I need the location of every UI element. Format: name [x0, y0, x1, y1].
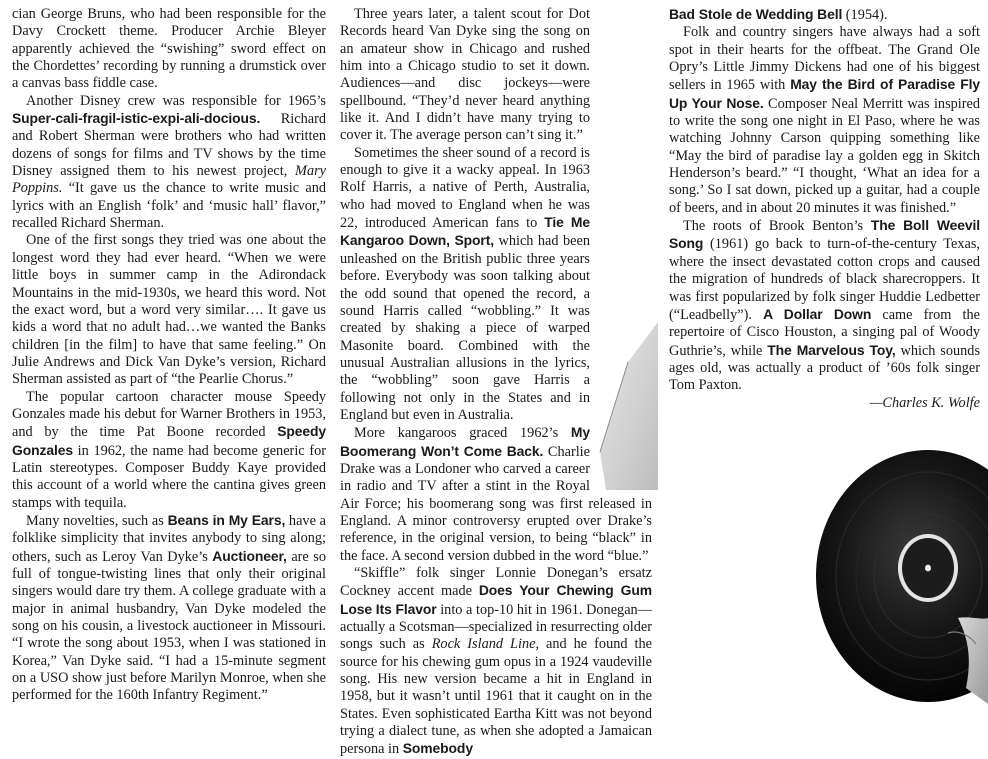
song-title: May the Bird of Paradise Fly Up Your Nose. [669, 76, 980, 111]
paragraph: Three years later, a talent scout for Dot Records heard Van Dyke sing the song on an amateur show in Chicago and rushed him into a Chicago studio to set it down. Audiences—and disc jockeys—were spellbound. “They’d never heard anything like it. And I didn’t have many trying to cover it. The average person can’t sing it.” [340, 6, 590, 144]
paragraph: The roots of Brook Benton’s The Boll Weevil Song (1961) go back to turn-of-the-century Texas, where the insect devastated cotton crops and caused the migration of hundreds of black sharecroppers. It was first popularized by folk singer Huddie Ledbetter (“Leadbelly”). A Dollar Down came from the repertoire of Cisco Houston, a singing pal of Woody Guthrie’s, while The Marvelous Toy, which sounds ages old, was actually a product of ’60s folk singer Tom Paxton. [669, 217, 981, 394]
article-column-3 [669, 6, 980, 412]
song-title: Beans in My Ears, [167, 511, 286, 528]
paragraph: Another Disney crew was responsible for 1965’s Super-cali-fragil-istic-expi-ali-docious. Richard and Robert Sherman were brothers who had written dozens of songs for films and TV shows by the time Disney assigned them to his newest project, Mary Poppins. “It gave us the chance to write music and lyrics with an English ‘folk’ and ‘music hall’ flavor,” recalled Richard Sherman. [12, 92, 326, 232]
paragraph: Many novelties, such as Beans in My Ears, have a folklike simplicity that invites anybody to sing along; others, such as Leroy Van Dyke’s Auctioneer, are so full of tongue-twisting lines that only their original singers would dare try them. A college graduate with a major in animal husbandry, Van Dyke modeled the song on his cousin, a livestock auctioneer in Missouri. “I wrote the song about 1953, when I was stationed in Korea,” Van Dyke said. “I had a 15-minute segment on a USO show just before Marilyn Monroe, when she performed for the 160th Infantry Regiment.” [12, 511, 326, 704]
song-title: Bad Stole de Wedding Bell [669, 6, 843, 22]
vinyl-record-image [808, 448, 988, 704]
song-title: The Marvelous Toy, [767, 341, 896, 358]
song-title: Speedy Gonzales [12, 423, 326, 458]
song-title: My Boomerang Won’t Come Back. [340, 424, 590, 459]
paragraph: Bad Stole de Wedding Bell (1954). [669, 6, 888, 23]
song-title: Somebody [402, 740, 473, 757]
article-column-1 [12, 6, 326, 705]
record-spindle-hole [925, 565, 931, 572]
paragraph: “Skiffle” folk singer Lonnie Donegan’s ersatz Cockney accent made Does Your Chewing Gum Lose Its Flavor into a top-10 hit in 1961. Donegan—actually a Scotsman—specialized in resurrecting older songs such as Rock Island Line, and he found the source for his chewing gum opus in a 1924 vaudeville song. His new version became a hit in England in 1958, but it wasn’t until 1961 that it caught on in the States. Even sophisticated Eartha Kitt was not beyond trying a dialect tune, as when she adopted a Jamaican persona in Somebody [340, 565, 652, 758]
paragraph: Sometimes the sheer sound of a record is enough to give it a wacky appeal. In 1963 Rolf Harris, a native of Perth, Australia, who had moved to England when he was 22, introduced American fans to Tie Me Kangaroo Down, Sport, which had been unleashed on the British public three years before. Everybody was soon talking about the odd sound that opened the record, a sound Harris called “wobbling.” It was created by shaking a piece of warped Masonite board. Combined with the unusual Australian allusions in the lyrics, the “wobbling” soon gave Harris a following not only in the States and in England but even in Australia. [340, 144, 590, 423]
song-title: Tie Me Kangaroo Down, Sport, [340, 214, 590, 249]
article-column-2 [340, 6, 652, 759]
song-title: Auctioneer, [212, 547, 287, 564]
paragraph: cian George Bruns, who had been responsible for the Davy Crockett theme. Producer Archie Bleyer apparently achieved the “swishing” sword effect on the Chordettes’ recording by running a drumstick over a canvas bass fiddle case. [12, 6, 326, 92]
song-title: Does Your Chewing Gum Lose Its Flavor [340, 582, 652, 617]
song-title: A Dollar Down [763, 305, 872, 322]
song-title-italic: Rock Island Line, [431, 636, 540, 653]
paragraph: One of the first songs they tried was one about the longest word they had ever heard. “When we were little boys in summer camp in the Adirondack Mountains in the mid-1930s, we heard this word. Not the exact word, but a word very similar…. It gave us kids a word that no adult had…we wanted the Banks children [in the film] to have that same feeling.” On Julie Andrews and Dick Van Dyke’s version, Richard Sherman assisted as part of “the Pearlie Chorus.” [12, 232, 326, 388]
film-title: Mary Poppins. [12, 163, 326, 197]
song-title: Super-cali-fragil-istic-expi-ali-docious. [12, 110, 261, 127]
paragraph: Folk and country singers have always had a soft spot in their hearts for the offbeat. The Grand Ole Opry’s Little Jimmy Dickens had one of his biggest sellers in 1965 with May the Bird of Paradise Fly Up Your Nose. Composer Neal Merritt was inspired to write the song one night in El Paso, where he was watching Johnny Carson quipping something like “May the bird of paradise lay a golden egg in Skitch Henderson’s beard.” “I thought, ‘What an idea for a song.’ So I sat down, picked up a guitar, had a couple of beers, and in about 20 minutes it was finished.” [669, 24, 981, 216]
song-title: The Boll Weevil Song [669, 217, 980, 252]
author-signature: —Charles K. Wolfe [869, 394, 980, 411]
paragraph: More kangaroos graced 1962’s My Boomerang Won’t Come Back. Charlie Drake was a Londoner who carved a career in radio and TV after a stint in the Royal Air Force; his boomerang song was first released in England. A minor controversy erupted over Drake’s reference, in the original version, to being “black” in the face. A second version dubbed in the word “blue.” [340, 424, 652, 564]
image-wrap-spacer [590, 322, 652, 494]
paragraph: The popular cartoon character mouse Speedy Gonzales made his debut for Warner Brothers in 1953, and by the time Pat Boone recorded Speedy Gonzales in 1962, the name had become generic for Latin stereotypes. Composer Buddy Kaye provided this account of a world where the cantina gives green stamps with tequila. [12, 388, 326, 511]
